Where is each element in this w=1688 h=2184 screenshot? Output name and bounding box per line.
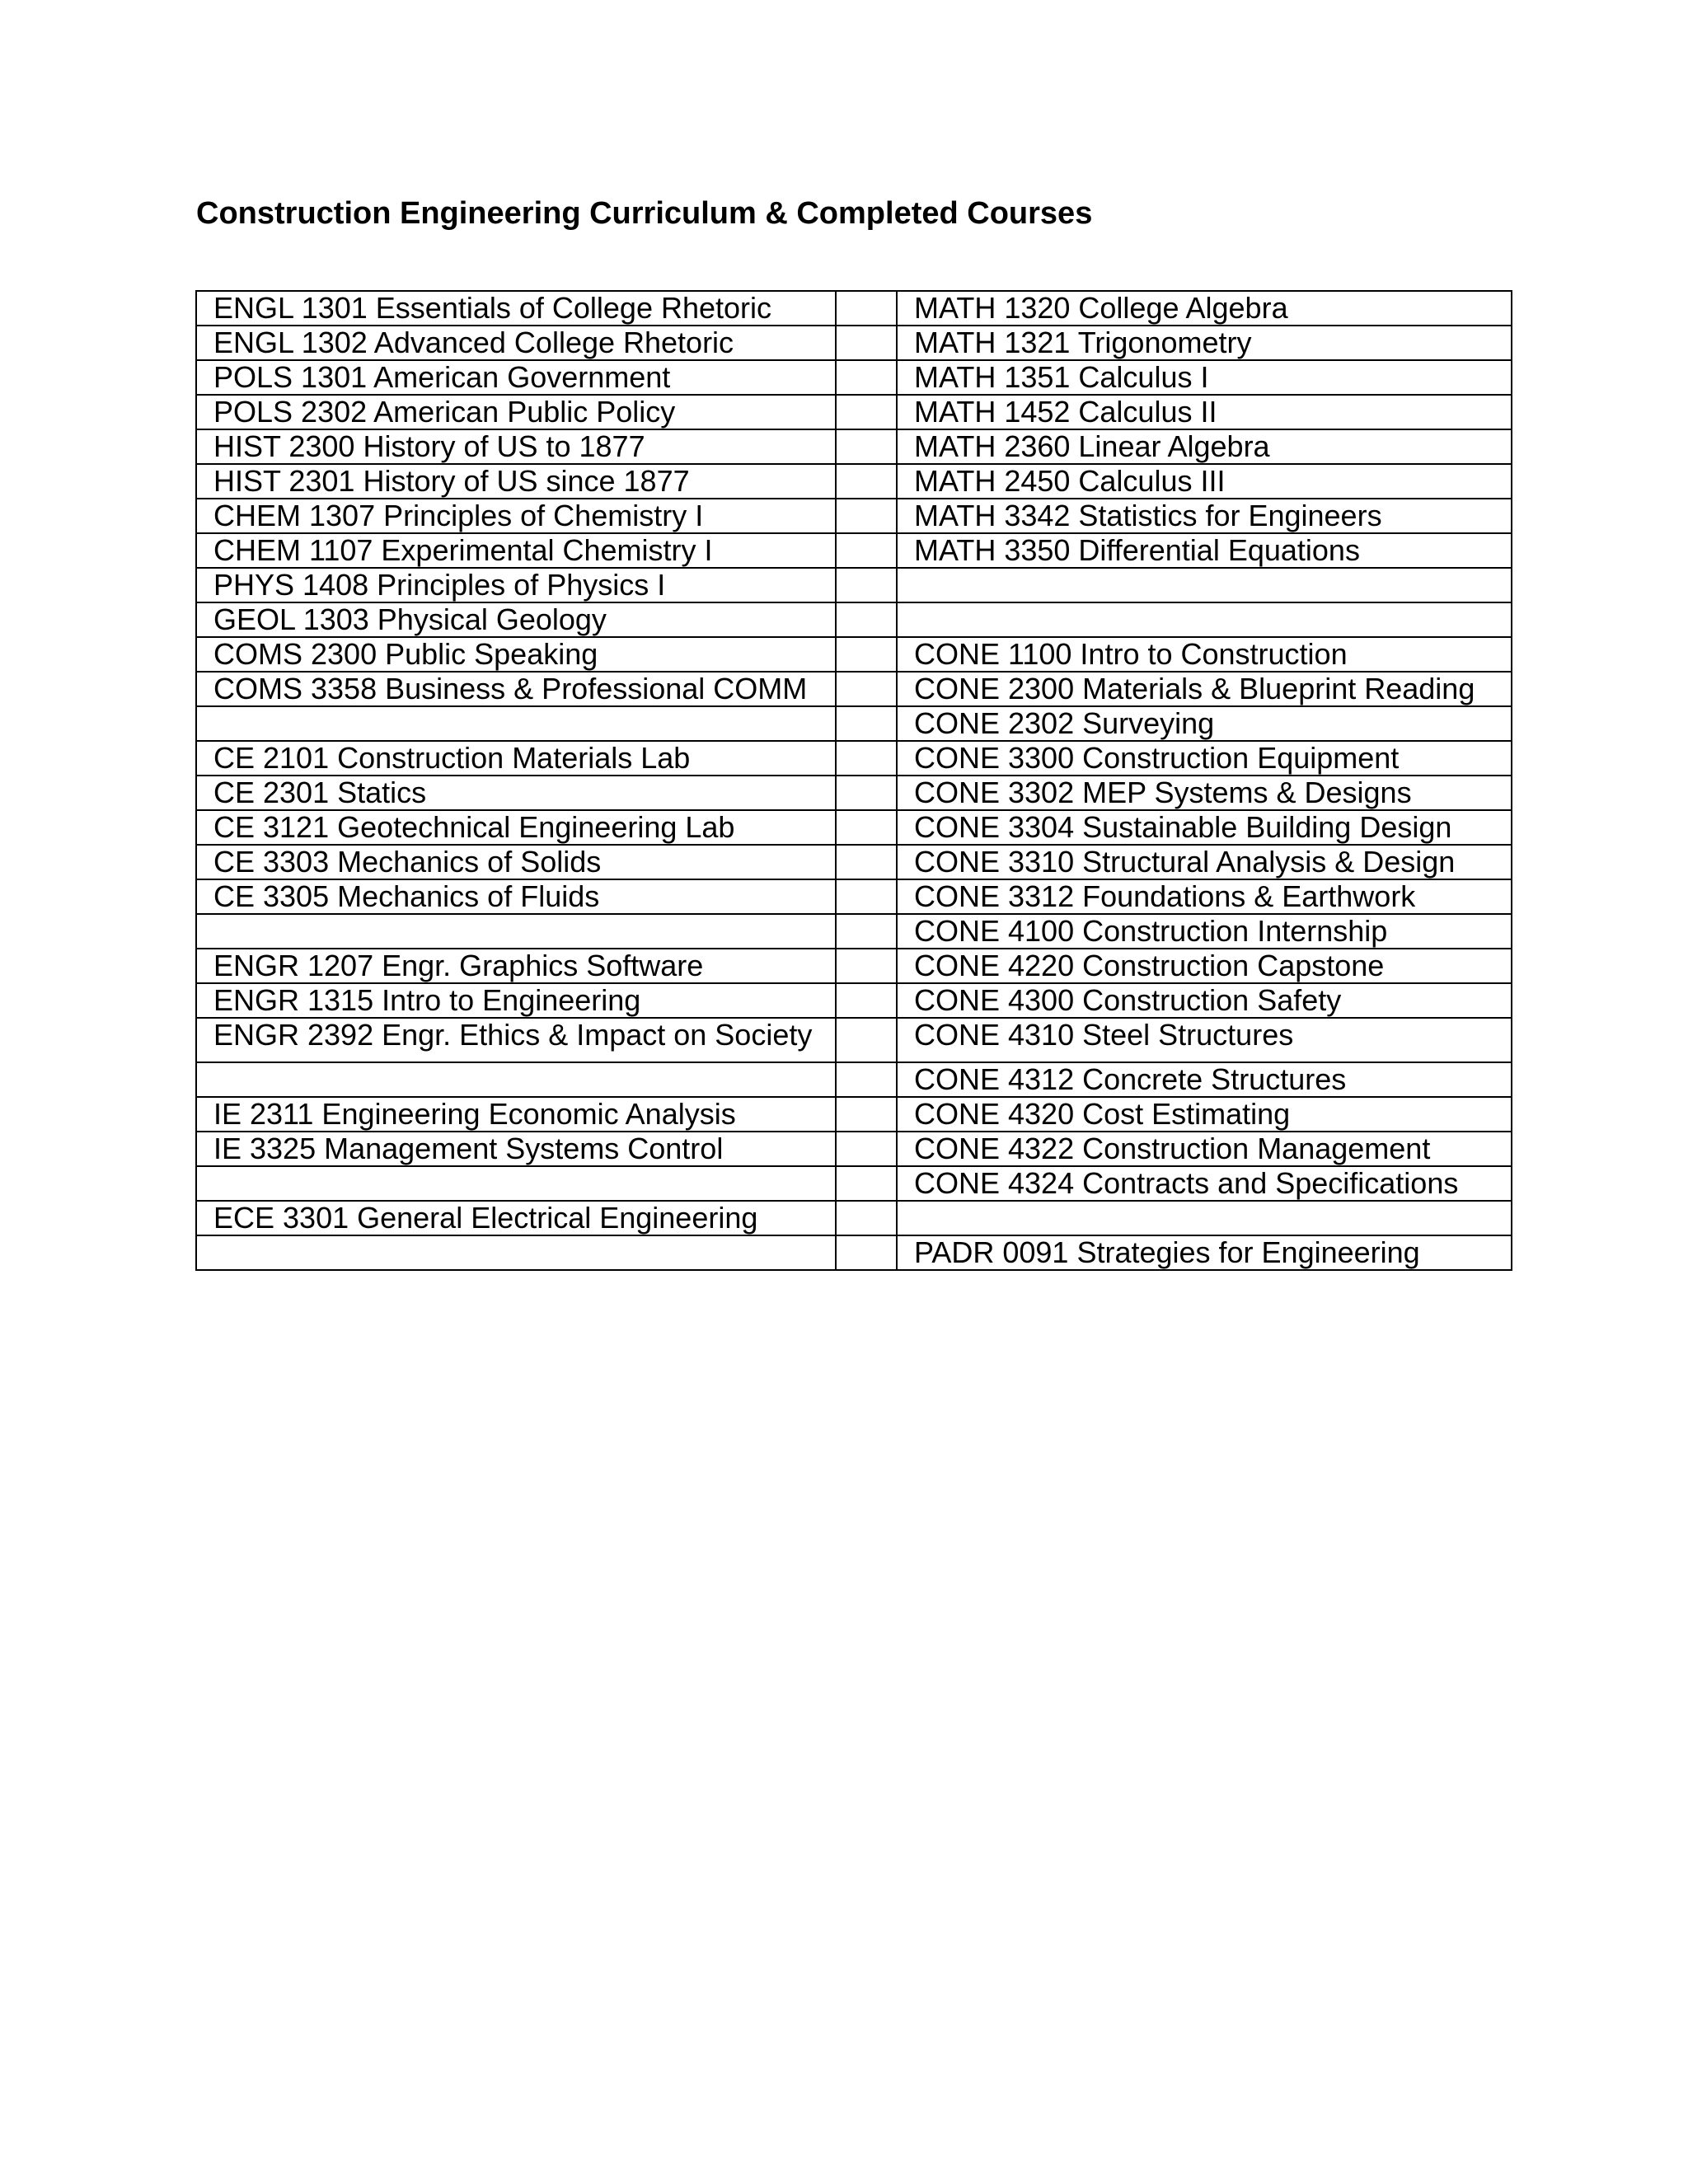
course-cell-left: [196, 1235, 836, 1270]
spacer-cell: [836, 568, 897, 602]
table-row: [196, 1132, 1512, 1166]
spacer-cell: [836, 429, 897, 464]
spacer-cell: [836, 360, 897, 395]
course-cell-left: ENGR 1207 Engr. Graphics Software: [196, 949, 836, 983]
course-cell-right: CONE 1100 Intro to Construction: [897, 637, 1512, 672]
course-cell-left: ENGL 1301 Essentials of College Rhetoric: [196, 291, 836, 326]
spacer-cell: [836, 395, 897, 429]
spacer-cell: [836, 464, 897, 499]
table-row: [196, 602, 1512, 637]
table-row: [196, 291, 1512, 326]
course-cell-right: MATH 2450 Calculus III: [897, 464, 1512, 499]
table-row: [196, 706, 1512, 741]
course-cell-right: CONE 4312 Concrete Structures: [897, 1062, 1512, 1097]
spacer-cell: [836, 949, 897, 983]
course-cell-right: CONE 3302 MEP Systems & Designs: [897, 776, 1512, 810]
course-cell-right: CONE 4300 Construction Safety: [897, 983, 1512, 1018]
spacer-cell: [836, 1018, 897, 1062]
table-row: [196, 776, 1512, 810]
course-cell-left: CHEM 1307 Principles of Chemistry I: [196, 499, 836, 533]
table-row: [196, 326, 1512, 360]
course-cell-left: CE 3121 Geotechnical Engineering Lab: [196, 810, 836, 845]
course-cell-left: CHEM 1107 Experimental Chemistry I: [196, 533, 836, 568]
course-cell-right: CONE 2300 Materials & Blueprint Reading: [897, 672, 1512, 706]
course-cell-right: CONE 3304 Sustainable Building Design: [897, 810, 1512, 845]
spacer-cell: [836, 602, 897, 637]
course-cell-left: COMS 2300 Public Speaking: [196, 637, 836, 672]
table-row: [196, 845, 1512, 879]
spacer-cell: [836, 914, 897, 949]
spacer-cell: [836, 326, 897, 360]
course-cell-right: CONE 4310 Steel Structures: [897, 1018, 1512, 1062]
course-cell-left: POLS 2302 American Public Policy: [196, 395, 836, 429]
course-cell-left: [196, 1166, 836, 1201]
table-row: [196, 568, 1512, 602]
course-cell-left: HIST 2300 History of US to 1877: [196, 429, 836, 464]
table-row: [196, 810, 1512, 845]
spacer-cell: [836, 637, 897, 672]
course-cell-left: CE 3305 Mechanics of Fluids: [196, 879, 836, 914]
spacer-cell: [836, 499, 897, 533]
course-cell-right: CONE 2302 Surveying: [897, 706, 1512, 741]
course-cell-right: MATH 3342 Statistics for Engineers: [897, 499, 1512, 533]
table-row: [196, 1201, 1512, 1235]
spacer-cell: [836, 983, 897, 1018]
course-cell-right: CONE 4100 Construction Internship: [897, 914, 1512, 949]
spacer-cell: [836, 845, 897, 879]
table-row: [196, 914, 1512, 949]
course-cell-right: MATH 1320 College Algebra: [897, 291, 1512, 326]
spacer-cell: [836, 741, 897, 776]
course-cell-right: MATH 1351 Calculus I: [897, 360, 1512, 395]
course-cell-right: CONE 3310 Structural Analysis & Design: [897, 845, 1512, 879]
table-row: [196, 395, 1512, 429]
course-table: [195, 290, 1512, 1271]
course-cell-left: ENGL 1302 Advanced College Rhetoric: [196, 326, 836, 360]
course-cell-left: [196, 1062, 836, 1097]
spacer-cell: [836, 706, 897, 741]
table-row: [196, 949, 1512, 983]
course-cell-left: ECE 3301 General Electrical Engineering: [196, 1201, 836, 1235]
table-row: [196, 879, 1512, 914]
table-row: [196, 1097, 1512, 1132]
table-row: [196, 741, 1512, 776]
course-cell-right: CONE 4324 Contracts and Specifications: [897, 1166, 1512, 1201]
course-cell-left: CE 3303 Mechanics of Solids: [196, 845, 836, 879]
spacer-cell: [836, 533, 897, 568]
spacer-cell: [836, 1062, 897, 1097]
course-cell-left: [196, 914, 836, 949]
course-cell-left: IE 2311 Engineering Economic Analysis: [196, 1097, 836, 1132]
course-cell-right: CONE 4322 Construction Management: [897, 1132, 1512, 1166]
course-cell-right: CONE 3300 Construction Equipment: [897, 741, 1512, 776]
course-cell-right: CONE 4320 Cost Estimating: [897, 1097, 1512, 1132]
course-cell-left: CE 2301 Statics: [196, 776, 836, 810]
course-cell-left: POLS 1301 American Government: [196, 360, 836, 395]
spacer-cell: [836, 672, 897, 706]
spacer-cell: [836, 291, 897, 326]
course-cell-left: PHYS 1408 Principles of Physics I: [196, 568, 836, 602]
course-cell-left: ENGR 1315 Intro to Engineering: [196, 983, 836, 1018]
course-cell-right: CONE 3312 Foundations & Earthwork: [897, 879, 1512, 914]
page-title: Construction Engineering Curriculum & Completed Courses: [196, 196, 1093, 231]
course-cell-left: [196, 706, 836, 741]
course-cell-left: ENGR 2392 Engr. Ethics & Impact on Society: [196, 1018, 836, 1062]
course-cell-left: HIST 2301 History of US since 1877: [196, 464, 836, 499]
table-row: [196, 429, 1512, 464]
course-cell-right: MATH 2360 Linear Algebra: [897, 429, 1512, 464]
course-cell-left: IE 3325 Management Systems Control: [196, 1132, 836, 1166]
course-cell-right: [897, 602, 1512, 637]
course-cell-left: GEOL 1303 Physical Geology: [196, 602, 836, 637]
spacer-cell: [836, 1166, 897, 1201]
course-cell-right: [897, 1201, 1512, 1235]
table-row: [196, 360, 1512, 395]
course-cell-left: CE 2101 Construction Materials Lab: [196, 741, 836, 776]
table-row: [196, 533, 1512, 568]
course-cell-left: COMS 3358 Business & Professional COMM: [196, 672, 836, 706]
table-row: [196, 1018, 1512, 1062]
spacer-cell: [836, 1097, 897, 1132]
spacer-cell: [836, 776, 897, 810]
course-cell-right: MATH 1452 Calculus II: [897, 395, 1512, 429]
course-cell-right: MATH 3350 Differential Equations: [897, 533, 1512, 568]
spacer-cell: [836, 1235, 897, 1270]
table-row: [196, 499, 1512, 533]
table-row: [196, 637, 1512, 672]
course-cell-right: PADR 0091 Strategies for Engineering: [897, 1235, 1512, 1270]
table-row: [196, 1235, 1512, 1270]
table-row: [196, 1062, 1512, 1097]
table-row: [196, 464, 1512, 499]
spacer-cell: [836, 879, 897, 914]
spacer-cell: [836, 810, 897, 845]
table-row: [196, 983, 1512, 1018]
course-cell-right: MATH 1321 Trigonometry: [897, 326, 1512, 360]
spacer-cell: [836, 1132, 897, 1166]
course-cell-right: [897, 568, 1512, 602]
table-row: [196, 672, 1512, 706]
table-row: [196, 1166, 1512, 1201]
spacer-cell: [836, 1201, 897, 1235]
course-cell-right: CONE 4220 Construction Capstone: [897, 949, 1512, 983]
